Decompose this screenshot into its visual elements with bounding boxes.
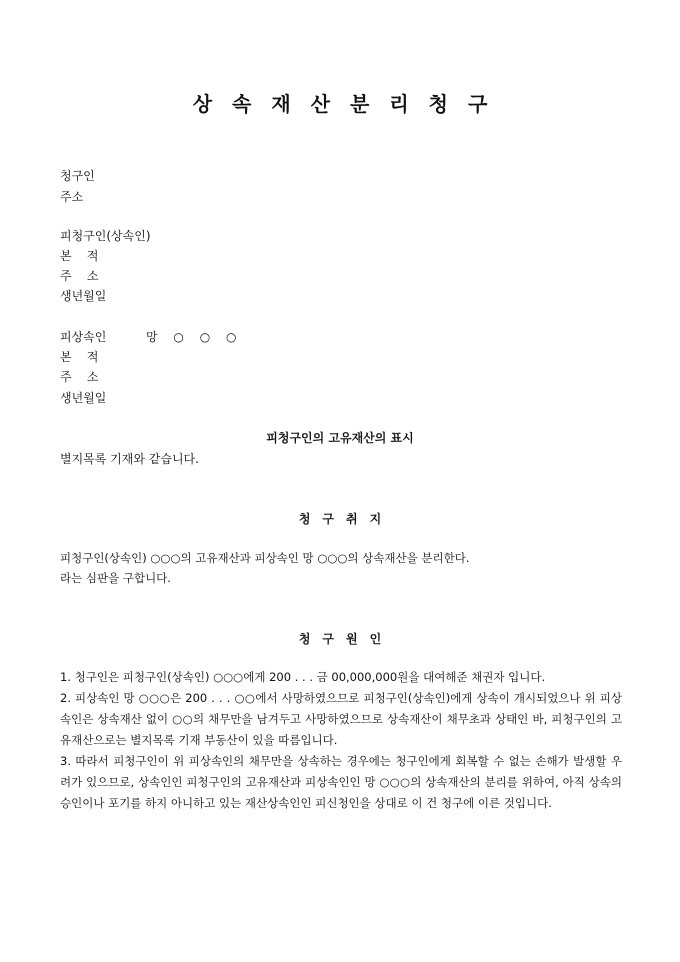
claimant-header: 청구인 bbox=[60, 169, 95, 183]
claimant-address-label: 주소 bbox=[60, 190, 84, 204]
cause-body bbox=[60, 667, 622, 814]
respondent-header: 피청구인(상속인) bbox=[60, 229, 151, 243]
cause-item-1: 1. 청구인은 피청구인(상속인) ○○○에게 200 . . . 금 00,000,000원을 대여해준 채권자 입니다. bbox=[60, 670, 546, 684]
respondent-address-label: 주 소 bbox=[60, 269, 99, 283]
respondent-domicile-label: 본 적 bbox=[60, 249, 99, 263]
respondent-birth-label: 생년월일 bbox=[60, 289, 107, 303]
deceased-address-label: 주 소 bbox=[60, 370, 99, 384]
document-title: 상속재산분리청구 bbox=[192, 92, 508, 116]
cause-heading: 청구원인 bbox=[298, 632, 394, 646]
purpose-heading: 청구취지 bbox=[298, 512, 394, 526]
deceased-domicile-label: 본 적 bbox=[60, 350, 99, 364]
deceased-label: 피상속인 bbox=[60, 330, 107, 344]
cause-item-2: 2. 피상속인 망 ○○○은 200 . . . ○○에서 사망하였으므로 피청구인(상속인)에게 상속이 개시되었으나 위 피상속인은 상속재산 없이 ○○의 채무만을 남겨두고 사망하였으므로 상속재산이 채무초과 상태인 바, 피청구인의 고유재산으로는 별지목록 기재 부동산이 있을 따름입니다. bbox=[60, 691, 622, 747]
cause-item-3: 3. 따라서 피청구인이 위 피상속인의 채무만을 상속하는 경우에는 청구인에게 회복할 수 없는 손해가 발생할 우려가 있으므로, 상속인인 피청구인의 고유재산과 피상속인인 망 ○○○의 상속재산의 분리를 위하여, 아직 상속의 승인이나 포기를 하지 아니하고 있는 재산상속인인 피신청인을 상대로 이 건 청구에 이른 것입니다. bbox=[60, 754, 622, 810]
deceased-name: 망 ○ ○ ○ bbox=[146, 330, 243, 344]
purpose-line-1: 피청구인(상속인) ○○○의 고유재산과 피상속인 망 ○○○의 상속재산을 분리한다. bbox=[60, 551, 470, 565]
property-heading: 피청구인의 고유재산의 표시 bbox=[266, 431, 414, 445]
deceased-birth-label: 생년월일 bbox=[60, 391, 107, 405]
deceased-row bbox=[60, 327, 242, 347]
purpose-line-2: 라는 심판을 구합니다. bbox=[60, 571, 171, 585]
property-text: 별지목록 기재와 같습니다. bbox=[60, 452, 199, 466]
